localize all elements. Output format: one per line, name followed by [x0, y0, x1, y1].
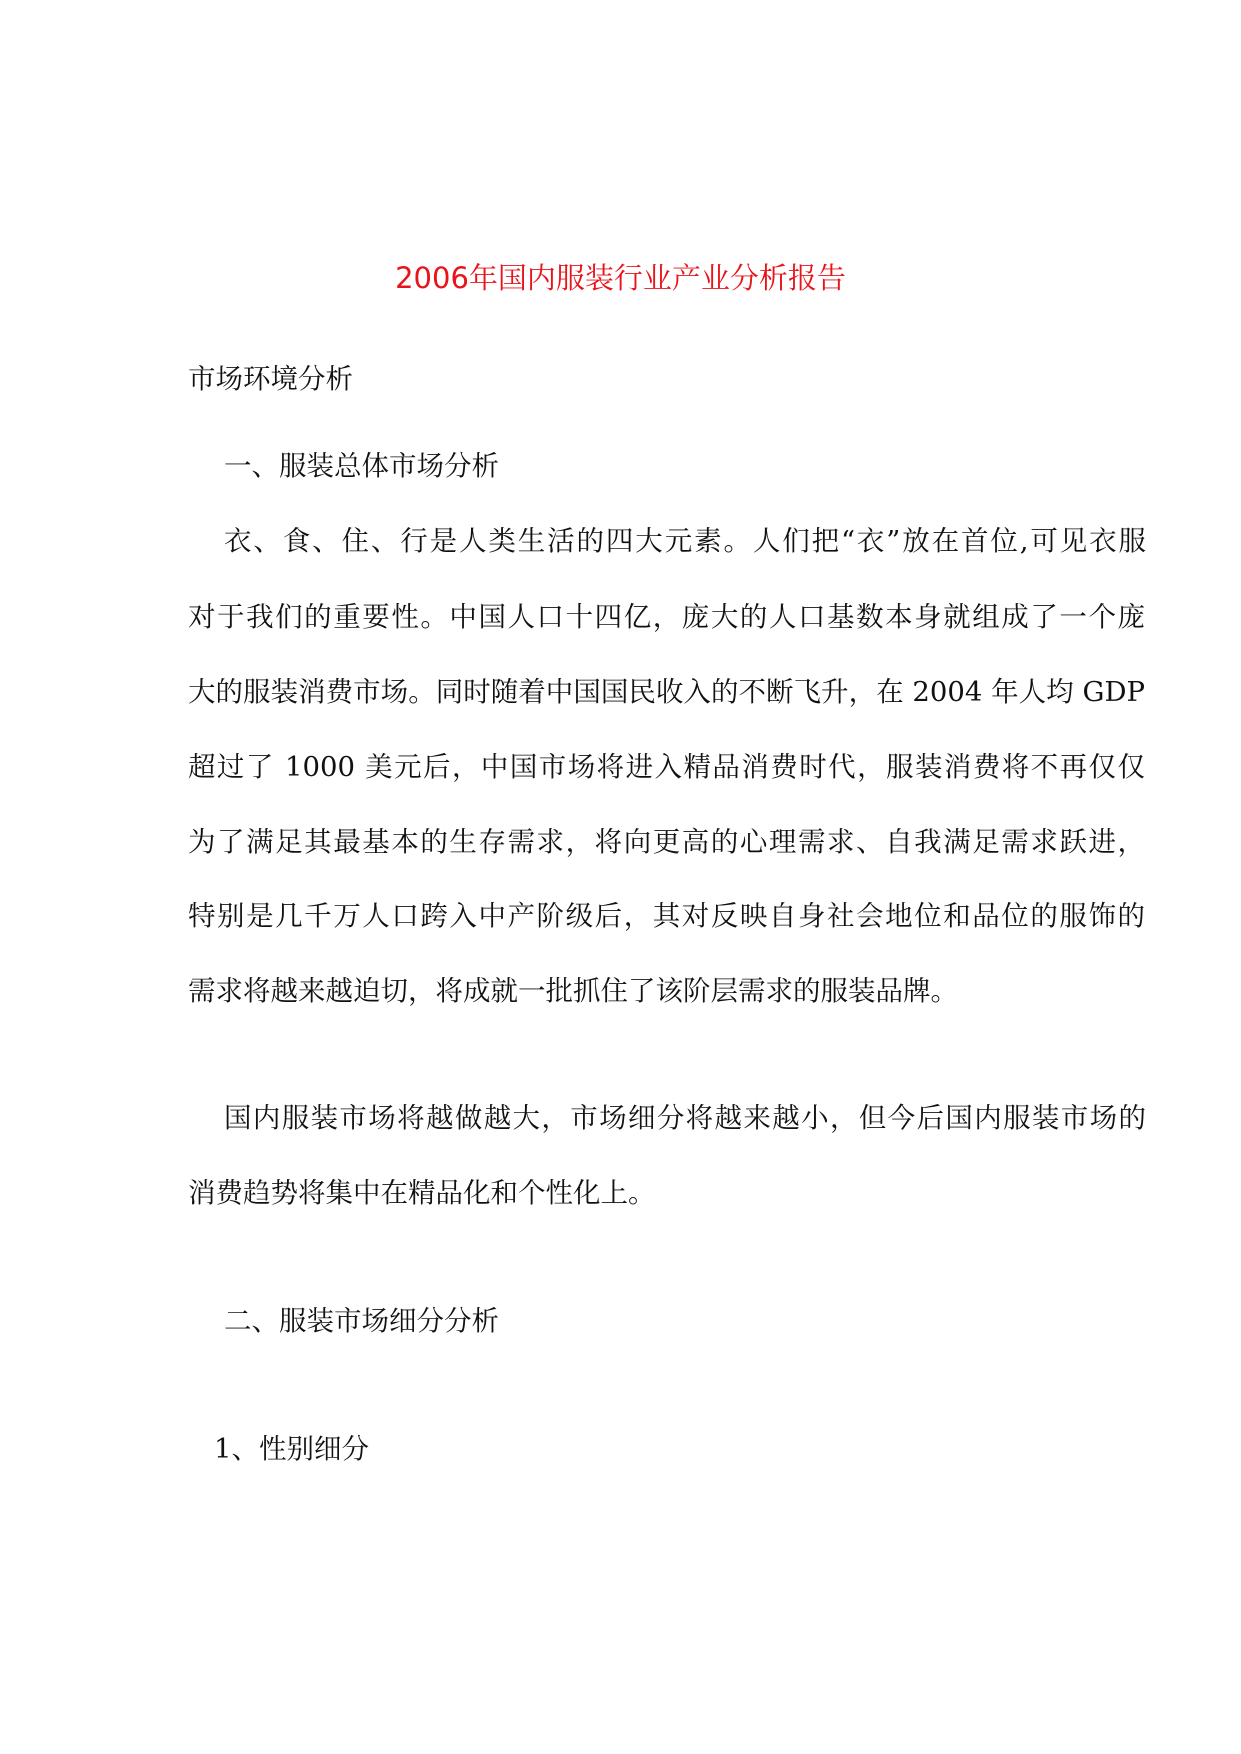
paragraph-1-line-4: 超过了 1000 美元后，中国市场将进入精品消费时代，服装消费将不再仅仅: [188, 751, 1145, 783]
paragraph-1-line-1: 衣、食、住、行是人类生活的四大元素。人们把“衣”放在首位,可见衣服: [224, 525, 1146, 557]
heading-market-segmentation: 二、服装市场细分分析: [224, 1305, 499, 1337]
section-market-heading: 市场环境分析: [188, 363, 353, 395]
paragraph-2-line-2: 消费趋势将集中在精品化和个性化上。: [188, 1177, 656, 1209]
document-title: 2006年国内服装行业产业分析报告: [395, 261, 846, 295]
heading-gender-segmentation: 1、性别细分: [214, 1433, 369, 1465]
paragraph-1-line-6: 特别是几千万人口跨入中产阶级后，其对反映自身社会地位和品位的服饰的: [188, 900, 1145, 932]
paragraph-1-line-3: 大的服装消费市场。同时随着中国国民收入的不断飞升，在 2004 年人均 GDP: [188, 676, 1145, 708]
paragraph-1-line-7: 需求将越来越迫切，将成就一批抓住了该阶层需求的服装品牌。: [188, 975, 958, 1007]
paragraph-1-line-2: 对于我们的重要性。中国人口十四亿，庞大的人口基数本身就组成了一个庞: [188, 601, 1145, 633]
paragraph-2-line-1: 国内服装市场将越做越大，市场细分将越来越小，但今后国内服装市场的: [224, 1102, 1146, 1134]
heading-overall-market: 一、服装总体市场分析: [224, 450, 499, 482]
paragraph-1-line-5: 为了满足其最基本的生存需求，将向更高的心理需求、自我满足需求跃进，: [188, 826, 1145, 858]
